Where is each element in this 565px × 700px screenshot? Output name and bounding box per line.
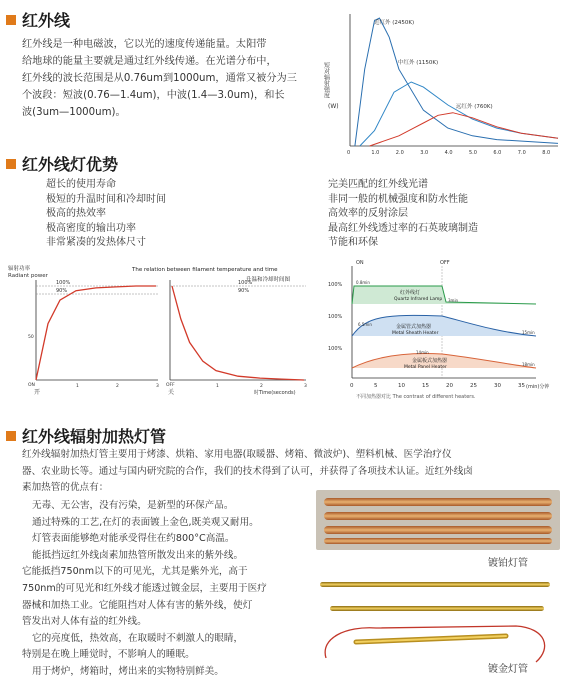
caption-platinum: 镀铂灯管	[488, 558, 528, 569]
point-line: 器械和加热工业。它能阻挡对人体有害的紫外线，使灯	[22, 599, 253, 611]
advantages-left-list	[46, 178, 166, 251]
heater-y100-2: 100%	[328, 314, 343, 320]
list-item: 极高的热效率	[46, 208, 106, 220]
section-title-heating-tube	[6, 424, 166, 447]
t3b: 18min	[522, 362, 535, 367]
spectrum-chart	[322, 4, 562, 162]
section3-title-text: 红外线辐射加热灯管	[22, 427, 167, 446]
power-xlabel: 时Time(seconds)	[254, 390, 296, 396]
para-line: 波(3um—1000um)。	[22, 107, 126, 118]
spectrum-xtick: 8.0	[542, 150, 551, 156]
y-50: 50	[28, 335, 34, 340]
intro-line: 素加热管的优点有：	[22, 482, 109, 493]
power-xtick-right: 3	[304, 384, 307, 389]
list-item: 非同一般的机械强度和防水性能	[328, 193, 468, 205]
list-item: 完美匹配的红外线光谱	[328, 179, 428, 190]
list-item: 超长的使用寿命	[46, 179, 116, 190]
on-cn-label: 开	[34, 389, 41, 396]
point-line: 管发出对人体有益的红外线。	[22, 616, 147, 628]
row2-label-en: Metal Sheath Heater	[392, 331, 439, 336]
heater-comparison-chart	[326, 256, 562, 402]
heater-xunit: (min)分钟	[526, 384, 550, 390]
heater-xtick: 5	[374, 383, 378, 389]
off-label: OFF	[166, 383, 175, 388]
gold-tube-2	[330, 606, 544, 611]
heater-y100-3: 100%	[328, 346, 343, 352]
on-label: ON	[28, 383, 35, 388]
list-item: 极短的升温时间和冷却时间	[46, 193, 166, 205]
t1b: 3min	[448, 298, 459, 303]
para-line: 红外线是一种电磁波，它以光的速度传递能量。太阳带	[22, 39, 267, 50]
spectrum-xtick: 6.0	[493, 150, 502, 156]
section1-paragraph	[22, 36, 322, 121]
heater-off: OFF	[440, 260, 450, 266]
list-item: 非常紧凑的发热体尺寸	[46, 237, 146, 249]
heater-xtick: 25	[470, 383, 477, 389]
curve-label-near: 近红外 (2450K)	[374, 20, 415, 26]
para-line: 个波段：短波(0.76—1.4um)，中波(1.4—3.0um)，和长	[22, 90, 285, 101]
row2-label: 金属管式加热器	[396, 324, 432, 330]
point-line: 750nm的可见光和红外线才能透过镀金层，主要用于医疗	[22, 582, 267, 594]
pct-90-right: 90%	[238, 288, 250, 294]
t3: 14min	[416, 350, 429, 355]
metal-sheath-curve	[352, 315, 536, 336]
point-line: 无毒、无公害，没有污染，是新型的环保产品。	[32, 500, 234, 511]
point-line: 灯管表面能够绝对能承受得住在约800°C高温。	[32, 533, 235, 545]
title-square-icon	[6, 431, 16, 441]
curve-label-mid: 中红外 (1150K)	[398, 60, 439, 66]
gold-tube-1	[320, 582, 550, 587]
row3-label: 金属板式加热器	[412, 358, 448, 364]
spectrum-series-1	[355, 18, 558, 146]
gold-tube-with-wires	[316, 618, 556, 686]
caption-gold: 镀金灯管	[488, 664, 528, 675]
advantages-right-list	[328, 178, 478, 251]
power-off-curve	[172, 286, 304, 380]
pct-90-left: 90%	[56, 288, 68, 294]
power-ylabel-cn: 辐射功率	[8, 266, 31, 272]
title-square-icon	[6, 15, 16, 25]
point-line: 能抵挡远红外线卤素加热管所散发出来的紫外线。	[32, 549, 244, 561]
point-line: 特别是在晚上睡觉时，不影响人的睡眠。	[22, 649, 195, 661]
curve-label-far: 远红外 (760K)	[456, 104, 493, 110]
power-on-curve	[36, 286, 156, 380]
tube-image	[324, 526, 552, 534]
title-square-icon	[6, 159, 16, 169]
heater-y100-1: 100%	[328, 282, 343, 288]
section-title-advantages	[6, 152, 118, 175]
spectrum-xtick: 5.0	[469, 150, 477, 156]
list-item: 最高红外线透过率的石英玻璃制造	[328, 222, 478, 234]
platinum-tube-photo	[316, 490, 560, 550]
pct-100-right: 100%	[238, 280, 253, 286]
list-item: 极高密度的输出功率	[46, 222, 136, 234]
heater-xtick: 10	[398, 383, 405, 389]
power-chart-title: The relation between filament temperature and time	[132, 267, 278, 273]
row1-label-en: Quartz Infrared Lamp	[394, 297, 443, 302]
row1-label: 红外线灯	[400, 290, 421, 296]
tube-image	[324, 498, 552, 506]
row3-label-en: Metal Panel Heater	[404, 365, 447, 370]
tube-image	[324, 512, 552, 520]
spectrum-xtick: 4.0	[444, 150, 453, 156]
t2b: 15min	[522, 330, 535, 335]
power-xtick-right: 1	[216, 384, 219, 389]
list-item: 高效率的反射涂层	[328, 208, 408, 220]
spectrum-xtick: 7.0	[517, 150, 526, 156]
power-ylabel-en: Radiant power	[8, 273, 48, 279]
power-chart-subtitle: 升温和冷却时间图	[246, 277, 291, 283]
tube-image	[324, 538, 552, 544]
point-line: 通过特殊的工艺,在灯的表面镀上金色,既美观又耐用。	[32, 516, 259, 528]
section-title-infrared	[6, 8, 70, 31]
point-line: 它能抵挡750nm以下的可见光，尤其是紫外光，高于	[22, 566, 248, 578]
section2-title-text: 红外线灯优势	[22, 155, 119, 174]
power-time-chart	[6, 262, 322, 398]
heater-xtick: 20	[446, 383, 453, 389]
spectrum-xtick: 0	[347, 150, 351, 156]
power-xtick-right: 2	[260, 384, 263, 389]
power-xtick-left: 3	[156, 384, 159, 389]
off-cn-label: 关	[168, 389, 175, 396]
heater-xtick: 35	[518, 383, 525, 389]
heater-xtick: 0	[350, 383, 354, 389]
para-line: 给地球的能量主要就是通过红外线传递。在光谱分布中，	[22, 56, 277, 67]
list-item: 节能和环保	[328, 237, 378, 249]
intro-line: 红外线辐射加热灯管主要用于烤漆、烘箱、家用电器(取暖器、烤箱、微波炉)、塑料机械、医学治疗仪	[22, 449, 452, 460]
heater-xtick: 15	[422, 383, 429, 389]
intro-line: 器、农业助长等。通过与国内研究院的合作，我们的技术得到了认可，并获得了各项技术认证。近红外线卤	[22, 465, 473, 477]
power-xtick-left: 2	[116, 384, 119, 389]
spectrum-yunit: (W)	[328, 103, 339, 110]
quartz-lamp-curve	[352, 286, 536, 304]
heater-footer: 不同加热器对比 The contrast of different heaters.	[356, 394, 476, 400]
spectrum-xtick: 3.0	[420, 150, 429, 156]
point-line: 它的亮度低，热效高，在取暖时不刺激人的眼睛，	[32, 632, 244, 644]
para-line: 红外线的波长范围是从0.76um到1000um，通常又被分为三	[22, 73, 297, 84]
heater-xtick: 30	[494, 383, 501, 389]
pct-100-left: 100%	[56, 280, 71, 286]
power-xtick-left: 1	[76, 384, 79, 389]
spectrum-xtick: 2.0	[395, 150, 404, 156]
spectrum-series-3	[370, 113, 558, 146]
spectrum-xtick: 1.0	[371, 150, 380, 156]
spectrum-ylabel: 短对辐射强度	[322, 62, 330, 98]
t2: 6.5min	[358, 322, 372, 327]
t1: 0.8min	[356, 280, 370, 285]
point-line: 用于烤炉，烤箱时，烤出来的实物特别鲜美。	[32, 665, 224, 677]
section1-title-text: 红外线	[22, 11, 71, 30]
section3-points	[22, 498, 312, 681]
heater-on: ON	[356, 260, 364, 266]
